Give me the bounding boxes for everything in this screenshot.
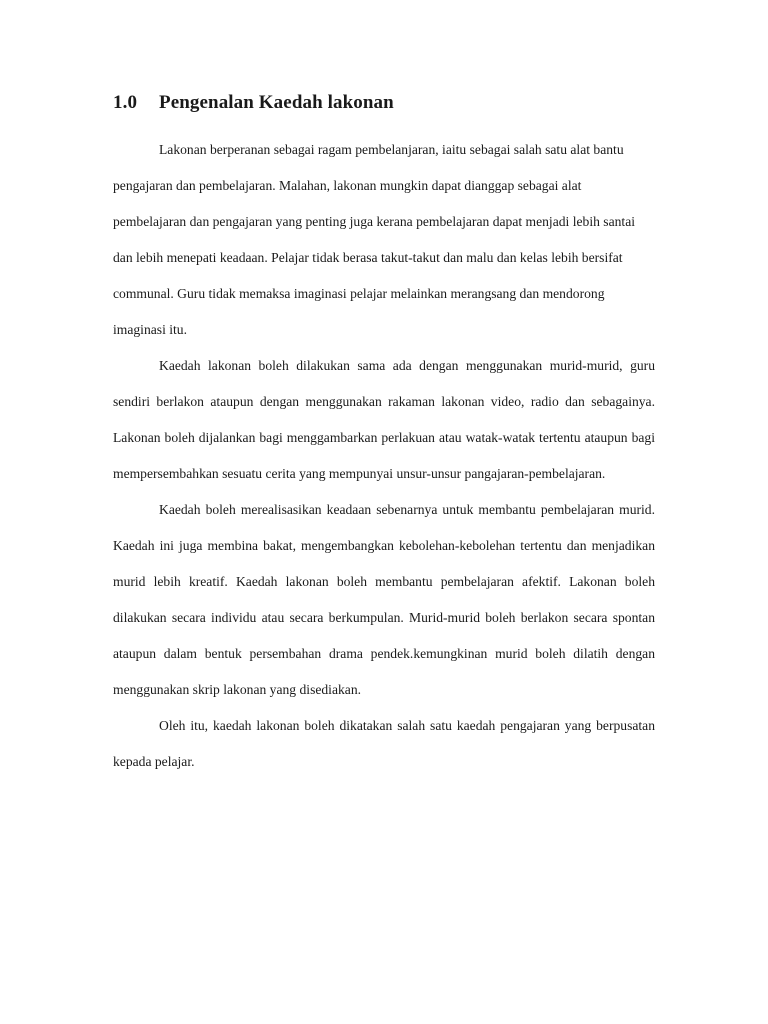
paragraph-2: Kaedah lakonan boleh dilakukan sama ada dengan menggunakan murid-murid, guru sendiri berlakon ataupun dengan menggunakan rakaman lakonan video, radio dan sebagainya. Lakonan boleh dijalankan bagi menggambarkan perlakuan atau watak-watak tertentu ataupun bagi mempersembahkan sesuatu cerita yang mempunyai unsur-unsur pangajaran-pembelajaran.	[113, 358, 655, 481]
paragraph-4: Oleh itu, kaedah lakonan boleh dikatakan salah satu kaedah pengajaran yang berpusatan kepada pelajar.	[113, 718, 655, 769]
section-title: Pengenalan Kaedah lakonan	[159, 92, 394, 113]
section-number: 1.0	[113, 92, 138, 113]
section-heading	[113, 92, 394, 114]
paragraph-3: Kaedah boleh merealisasikan keadaan sebenarnya untuk membantu pembelajaran murid. Kaedah ini juga membina bakat, mengembangkan kebolehan-kebolehan tertentu dan menjadikan murid lebih kreatif. Kaedah lakonan boleh membantu pembelajaran afektif. Lakonan boleh dilakukan secara individu atau secara berkumpulan. Murid-murid boleh berlakon secara spontan ataupun dalam bentuk persembahan drama pendek.kemungkinan murid boleh dilatih dengan menggunakan skrip lakonan yang disediakan.	[113, 502, 655, 697]
document-body	[113, 132, 655, 780]
paragraph-1: Lakonan berperanan sebagai ragam pembelanjaran, iaitu sebagai salah satu alat bantu pengajaran dan pembelajaran. Malahan, lakonan mungkin dapat dianggap sebagai alat pembelajaran dan pengajaran yang penting juga kerana pembelajaran dapat menjadi lebih santai dan lebih menepati keadaan. Pelajar tidak berasa takut-takut dan malu dan kelas lebih bersifat communal. Guru tidak memaksa imaginasi pelajar melainkan merangsang dan mendorong imaginasi itu.	[113, 142, 635, 337]
